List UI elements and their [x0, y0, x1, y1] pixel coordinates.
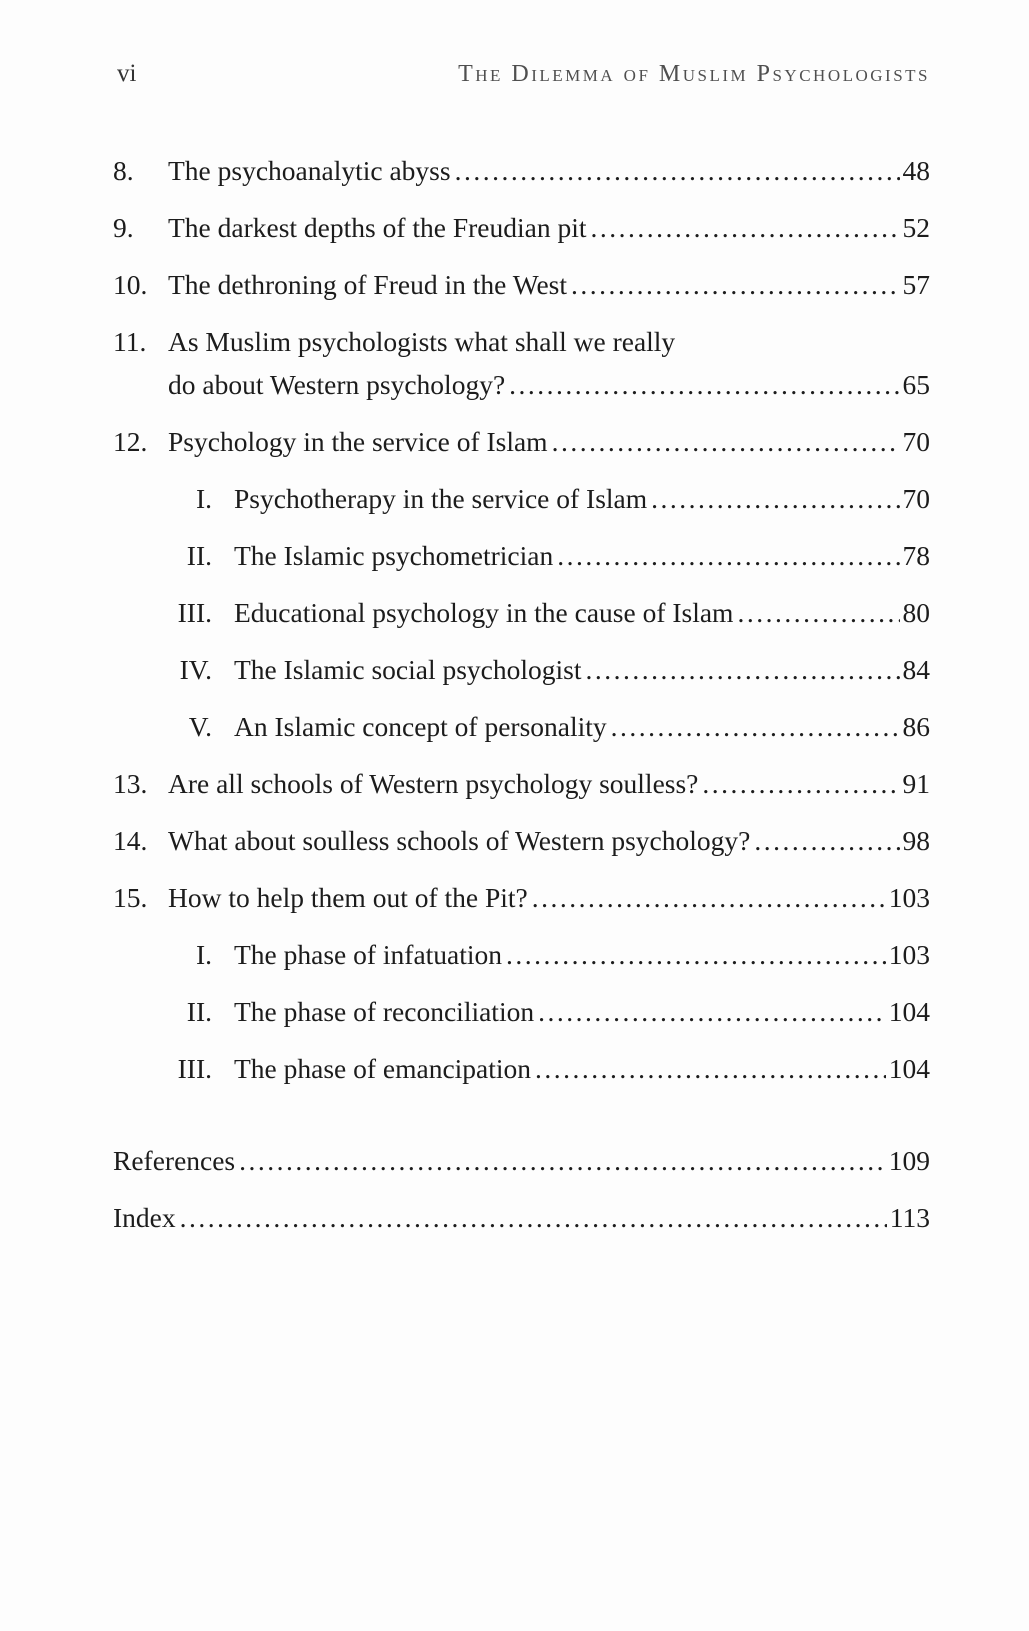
toc-entry-title: The psychoanalytic abyss — [168, 155, 451, 186]
toc-entry-title: References — [113, 1145, 236, 1176]
dot-leader — [557, 539, 899, 573]
toc-entry-page: 65 — [902, 369, 930, 400]
dot-leader — [591, 211, 900, 245]
toc-entry-title: Are all schools of Western psychology soulless? — [168, 768, 699, 799]
toc-entry-number: III. — [177, 1053, 212, 1084]
toc-entry-title: Index — [113, 1202, 176, 1233]
toc-entry — [113, 767, 930, 801]
toc-entry — [113, 881, 930, 915]
toc-entry-title: Educational psychology in the cause of Islam — [234, 597, 734, 628]
dot-leader — [535, 1052, 886, 1086]
dot-leader — [611, 710, 900, 744]
toc-subentry — [113, 539, 930, 573]
toc-entry-page: 84 — [902, 654, 930, 685]
dot-leader — [180, 1201, 887, 1235]
toc-entry-page: 98 — [902, 825, 930, 856]
toc-entry-number: II. — [186, 996, 212, 1027]
toc-entry — [113, 824, 930, 858]
toc-entry-title: Psychology in the service of Islam — [168, 426, 548, 457]
toc-entry-title: What about soulless schools of Western psychology? — [168, 825, 751, 856]
toc-subentry — [113, 995, 930, 1029]
toc-subentry — [113, 938, 930, 972]
toc-entry — [113, 154, 930, 188]
toc-entry-page: 78 — [902, 540, 930, 571]
toc-entry — [113, 325, 930, 359]
toc-entry-page: 104 — [888, 1053, 930, 1084]
toc-entry-number: 9. — [113, 212, 134, 243]
toc-entry-title: How to help them out of the Pit? — [168, 882, 528, 913]
toc-entry-page: 91 — [902, 768, 930, 799]
toc-entry — [113, 211, 930, 245]
dot-leader — [571, 268, 899, 302]
dot-leader — [506, 938, 886, 972]
toc-entry-title: The dethroning of Freud in the West — [168, 269, 568, 300]
dot-leader — [455, 154, 900, 188]
toc-entry-number: 10. — [113, 269, 148, 300]
toc-entry-page: 57 — [902, 269, 930, 300]
toc-subentry — [113, 1052, 930, 1086]
toc-entry-number: 13. — [113, 768, 148, 799]
toc-entry-page: 80 — [902, 597, 930, 628]
toc-entry-page: 70 — [902, 483, 930, 514]
toc-entry-page: 86 — [902, 711, 930, 742]
toc-entry-number: 8. — [113, 155, 134, 186]
toc-entry-number: 15. — [113, 882, 148, 913]
toc-entry-number: III. — [177, 597, 212, 628]
dot-leader — [754, 824, 899, 858]
dot-leader — [509, 368, 899, 402]
toc-entry-number: 12. — [113, 426, 148, 457]
toc-subentry — [113, 482, 930, 516]
dot-leader — [538, 995, 886, 1029]
toc-entry-continuation — [113, 368, 930, 402]
dot-leader — [586, 653, 900, 687]
toc-entry-title-line1: As Muslim psychologists what shall we really — [168, 326, 676, 357]
table-of-contents — [0, 90, 1029, 1235]
toc-entry-title: The darkest depths of the Freudian pit — [168, 212, 587, 243]
toc-entry-page: 104 — [888, 996, 930, 1027]
dot-leader — [532, 881, 886, 915]
toc-entry-page: 70 — [902, 426, 930, 457]
toc-entry-title: The phase of reconciliation — [234, 996, 535, 1027]
toc-entry-page: 48 — [902, 155, 930, 186]
toc-entry-number: I. — [195, 483, 212, 514]
toc-entry-title: Psychotherapy in the service of Islam — [234, 483, 648, 514]
toc-entry-page: 113 — [889, 1202, 930, 1233]
toc-subentry — [113, 596, 930, 630]
toc-entry-title: The phase of infatuation — [234, 939, 503, 970]
toc-entry-page: 103 — [888, 939, 930, 970]
toc-entry-title: The Islamic social psychologist — [234, 654, 582, 685]
toc-entry — [113, 425, 930, 459]
toc-entry-number: 14. — [113, 825, 148, 856]
toc-entry-page: 103 — [888, 882, 930, 913]
toc-entry-number: 11. — [113, 326, 147, 357]
toc-subentry — [113, 710, 930, 744]
running-head — [0, 0, 1029, 90]
toc-entry-title: An Islamic concept of personality — [234, 711, 607, 742]
toc-subentry — [113, 653, 930, 687]
toc-entry-number: V. — [188, 711, 212, 742]
toc-entry-title: The Islamic psychometrician — [234, 540, 554, 571]
toc-entry-number: IV. — [179, 654, 212, 685]
dot-leader — [651, 482, 899, 516]
toc-backmatter-entry — [113, 1201, 930, 1235]
toc-entry-number: II. — [186, 540, 212, 571]
toc-entry-number: I. — [195, 939, 212, 970]
dot-leader — [737, 596, 899, 630]
toc-entry-title-line2: do about Western psychology? — [168, 369, 506, 400]
toc-entry — [113, 268, 930, 302]
toc-entry-page: 109 — [888, 1145, 930, 1176]
toc-backmatter-entry — [113, 1144, 930, 1178]
page-folio: vi — [117, 60, 137, 87]
dot-leader — [702, 767, 899, 801]
dot-leader — [552, 425, 900, 459]
toc-entry-page: 52 — [902, 212, 930, 243]
toc-entry-title: The phase of emancipation — [234, 1053, 532, 1084]
dot-leader — [239, 1144, 886, 1178]
running-header-title: The Dilemma of Muslim Psychologists — [458, 61, 930, 87]
